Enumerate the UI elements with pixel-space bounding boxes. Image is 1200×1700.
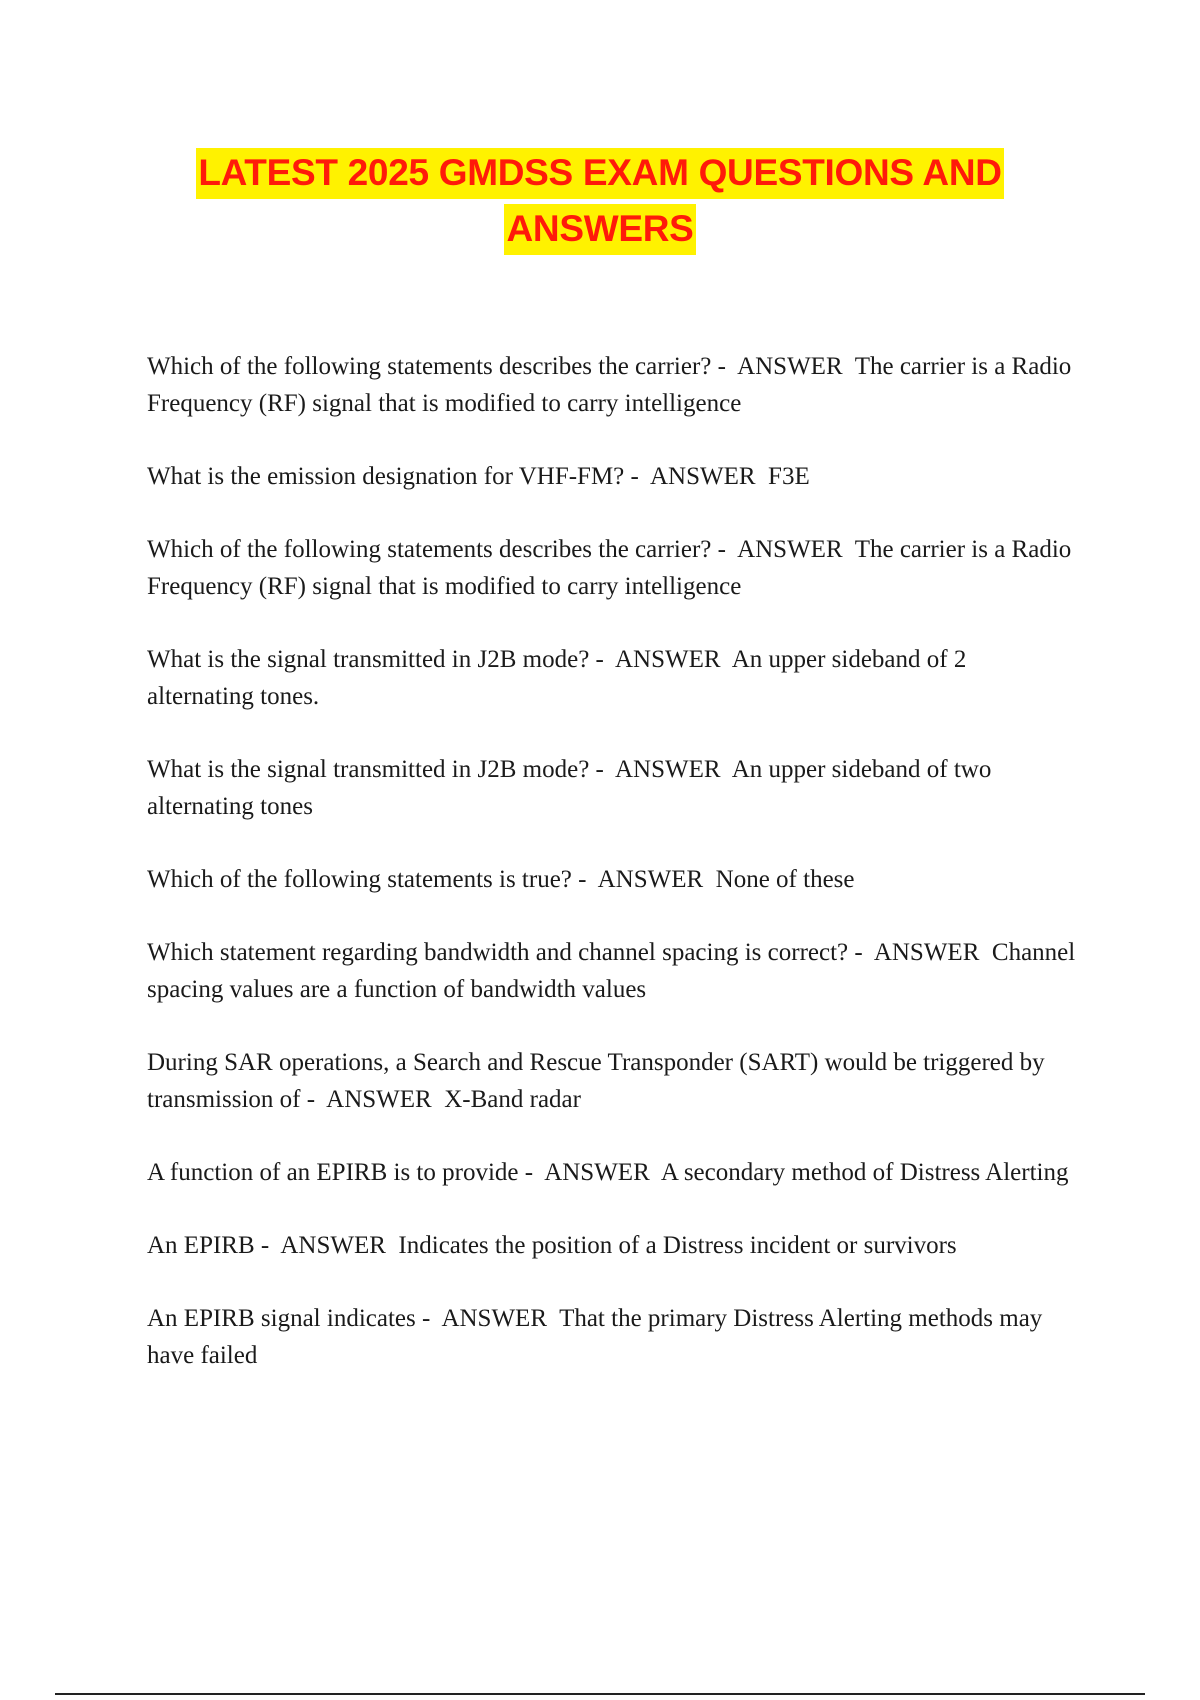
answer-label: ANSWER [737,536,843,563]
qa-item-10 [147,1227,1077,1264]
question-text: A function of an EPIRB is to provide - [147,1159,534,1186]
answer-text: A secondary method of Distress Alerting [660,1159,1069,1186]
answer-label: ANSWER [615,646,721,673]
answer-text: Indicates the position of a Distress incident or survivors [398,1232,957,1259]
qa-item-7 [147,934,1077,1008]
answer-text: X-Band radar [444,1086,581,1113]
question-text: An EPIRB - [147,1232,270,1259]
answer-label: ANSWER [441,1305,547,1332]
answer-label: ANSWER [544,1159,650,1186]
title-line-1: LATEST 2025 GMDSS EXAM QUESTIONS AND [196,148,1003,199]
answer-label: ANSWER [326,1086,432,1113]
qa-item-5 [147,751,1077,825]
qa-item-11 [147,1300,1077,1374]
answer-label: ANSWER [280,1232,386,1259]
answer-label: ANSWER [737,353,843,380]
title-line-2: ANSWERS [504,204,695,255]
qa-list [147,348,1077,1410]
answer-label: ANSWER [873,939,980,966]
qa-item-8 [147,1044,1077,1118]
qa-item-9 [147,1154,1077,1191]
question-text: Which statement regarding bandwidth and channel spacing is correct? - [147,939,863,966]
answer-label: ANSWER [597,866,704,893]
bottom-divider [55,1693,1145,1695]
answer-text: That the primary Distress Alerting methods may have failed [147,1305,1043,1369]
answer-label: ANSWER [649,463,756,490]
answer-label: ANSWER [615,756,721,783]
question-text: Which of the following statements is true? - [147,866,587,893]
document-title [140,145,1060,257]
question-text: What is the emission designation for VHF-FM? - [147,463,639,490]
qa-item-1 [147,348,1077,422]
question-text: What is the signal transmitted in J2B mode? - [147,756,604,783]
answer-text: The carrier is a Radio Frequency (RF) signal that is modified to carry intelligence [147,536,1072,600]
answer-text: An upper sideband of 2 alternating tones. [147,646,967,710]
question-text: Which of the following statements describes the carrier? - [147,536,726,563]
question-text: What is the signal transmitted in J2B mode? - [147,646,604,673]
answer-text: An upper sideband of two alternating tones [147,756,992,820]
qa-item-2 [147,458,1077,495]
question-text: During SAR operations, a Search and Rescue Transponder (SART) would be triggered by transmission of - [147,1049,1045,1113]
answer-text: Channel spacing values are a function of bandwidth values [147,939,1076,1003]
answer-text: None of these [715,866,855,893]
question-text: An EPIRB signal indicates - [147,1305,431,1332]
qa-item-6 [147,861,1077,898]
qa-item-4 [147,641,1077,715]
answer-text: The carrier is a Radio Frequency (RF) signal that is modified to carry intelligence [147,353,1072,417]
question-text: Which of the following statements describes the carrier? - [147,353,726,380]
answer-text: F3E [768,463,810,490]
qa-item-3 [147,531,1077,605]
